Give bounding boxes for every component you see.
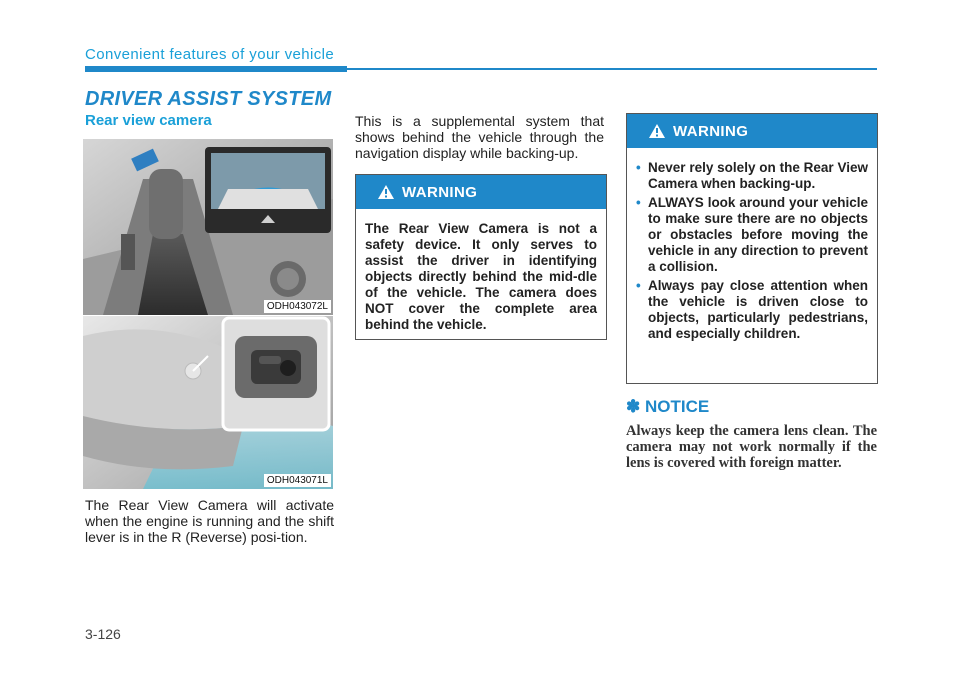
warning-header [356,175,606,209]
shift-lever-photo [83,139,333,315]
chapter-title: DRIVER ASSIST SYSTEM [85,88,332,110]
warning-list-item: • Always pay close attention when the vehicle is driven close to objects, particularly pedestrians, and especially children. [636,278,868,342]
warning-triangle-icon [378,185,394,199]
warning-header [627,114,877,148]
page-number: 3-126 [85,626,121,642]
header-rule [347,68,877,70]
warning-title: WARNING [402,183,478,201]
warning-list-item: • Never rely solely on the Rear View Camera when backing-up. [636,160,868,192]
warning-list [636,160,868,342]
notice-text: Always keep the camera lens clean. The camera may not work normally if the lens is covered with foreign matter. [626,423,877,471]
header-bar [85,66,347,72]
warning-list-container [627,148,877,353]
subsection-title: Rear view camera [85,112,212,129]
warning-box [626,113,878,384]
warning-list-item: • ALWAYS look around your vehicle to make sure there are no objects or obstacles before moving the vehicle in any direction to prevent a collision. [636,195,868,275]
system-description-paragraph: This is a supplemental system that shows behind the vehicle through the navigation display while backing-up. [355,113,604,161]
warning-title: WARNING [673,122,749,140]
rear-camera-illustration [83,316,333,489]
shift-lever-illustration [83,139,333,315]
notice-title: NOTICE [644,397,710,416]
image-code: ODH043071L [264,474,331,487]
notice-heading [626,397,709,417]
warning-triangle-icon [649,124,665,138]
activation-paragraph: The Rear View Camera will activate when the engine is running and the shift lever is in the R (Reverse) posi-tion. [85,497,334,545]
image-code: ODH043072L [264,300,331,313]
section-header: Convenient features of your vehicle [85,46,335,63]
rear-camera-photo [83,316,333,489]
notice-symbol-icon: ✽ [626,397,641,416]
warning-box [355,174,607,340]
warning-text: The Rear View Camera is not a safety device. It only serves to assist the driver in identifying objects directly behind the mid-dle of the vehicle. The camera does NOT cover the complete area behind the vehicle. [365,221,597,332]
